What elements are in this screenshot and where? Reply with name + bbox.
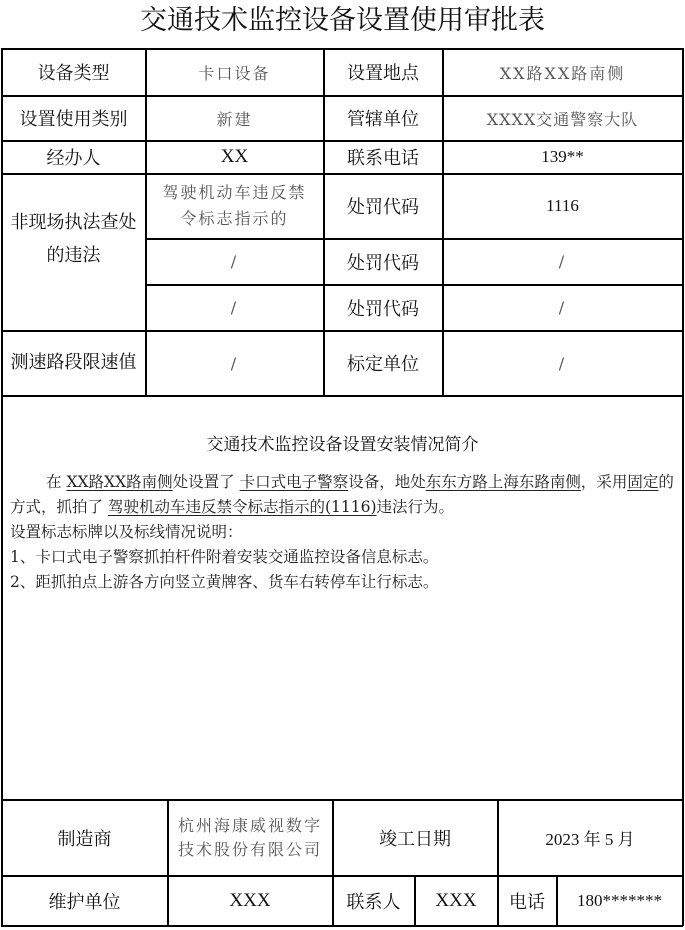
- text: 设备，地处: [348, 473, 426, 491]
- violation-1-desc[interactable]: 驾驶机动车违反禁令标志指示的: [162, 183, 307, 228]
- maintenance-value[interactable]: XXX: [229, 889, 271, 911]
- mode-field: 固定: [627, 473, 659, 491]
- calibration-value[interactable]: /: [558, 353, 567, 373]
- speed-limit-value[interactable]: /: [230, 353, 239, 373]
- signs-item-2: 2、距抓拍点上游各方向竖立黄牌客、货车右转停车让行标志。: [10, 573, 439, 591]
- maintenance-label: 维护单位: [48, 891, 121, 913]
- border-right: [682, 48, 684, 926]
- jurisdiction-label: 管辖单位: [347, 109, 419, 130]
- signs-item-1: 1、卡口式电子警察抓拍杆件附着安装交通监控设备信息标志。: [10, 548, 439, 566]
- border-bottom: [1, 925, 683, 927]
- violation-label: 非现场执法查处的违法: [10, 212, 137, 266]
- intro-body[interactable]: [10, 470, 674, 595]
- device-field: 卡口式电子警察: [239, 473, 349, 491]
- usage-category-label: 设置使用类别: [19, 109, 128, 130]
- violation-1-code[interactable]: 1116: [546, 196, 579, 215]
- text: ，采用: [580, 473, 628, 491]
- text: 在: [46, 473, 62, 491]
- manufacturer-value[interactable]: 杭州海康威视数字技术股份有限公司: [178, 815, 323, 859]
- location-value[interactable]: XX路XX路南侧: [499, 63, 626, 83]
- tel-value[interactable]: 180*******: [577, 890, 662, 910]
- text: 的方式，抓拍了: [10, 473, 674, 516]
- contact-value[interactable]: XXX: [435, 889, 477, 911]
- violation-3-code-label: 处罚代码: [347, 298, 419, 320]
- speed-limit-label: 测速路段限速值: [10, 352, 137, 373]
- completion-value[interactable]: 2023 年 5 月: [545, 830, 635, 849]
- completion-label: 竣工日期: [379, 828, 451, 850]
- handler-value[interactable]: XX: [220, 146, 249, 167]
- violation-3-desc[interactable]: /: [230, 298, 239, 317]
- tel-label: 电话: [509, 891, 545, 913]
- device-type-value[interactable]: 卡口设备: [198, 63, 271, 83]
- violation-field: 驾驶机动车违反禁令标志指示的(1116): [107, 498, 377, 516]
- divider: [1, 395, 683, 397]
- violation-2-code[interactable]: /: [558, 252, 567, 271]
- phone-label: 联系电话: [347, 148, 419, 169]
- jurisdiction-value[interactable]: XXXX交通警察大队: [486, 109, 639, 129]
- calibration-label: 标定单位: [347, 354, 419, 375]
- manufacturer-label: 制造商: [57, 828, 112, 850]
- contact-label: 联系人: [346, 891, 401, 913]
- handler-label: 经办人: [46, 148, 101, 169]
- intro-title: 交通技术监控设备设置安装情况简介: [206, 435, 479, 455]
- signs-heading: 设置标志标牌以及标线情况说明：: [10, 523, 243, 541]
- text: 处设置了: [172, 473, 235, 491]
- location-label: 设置地点: [347, 63, 419, 84]
- form-title: 交通技术监控设备设置使用审批表: [140, 5, 545, 36]
- phone-value[interactable]: 139**: [541, 147, 584, 166]
- violation-1-code-label: 处罚代码: [347, 197, 419, 218]
- device-type-label: 设备类型: [37, 63, 110, 84]
- intro-paragraph: [10, 470, 674, 520]
- location-field: XX路XX路南侧: [66, 473, 173, 491]
- violation-3-code[interactable]: /: [558, 298, 567, 317]
- violation-2-code-label: 处罚代码: [347, 252, 419, 274]
- usage-category-value[interactable]: 新建: [216, 109, 253, 129]
- address-field: 东东方路上海东路南侧: [425, 473, 581, 491]
- text: 违法行为。: [376, 498, 455, 516]
- violation-2-desc[interactable]: /: [230, 252, 239, 271]
